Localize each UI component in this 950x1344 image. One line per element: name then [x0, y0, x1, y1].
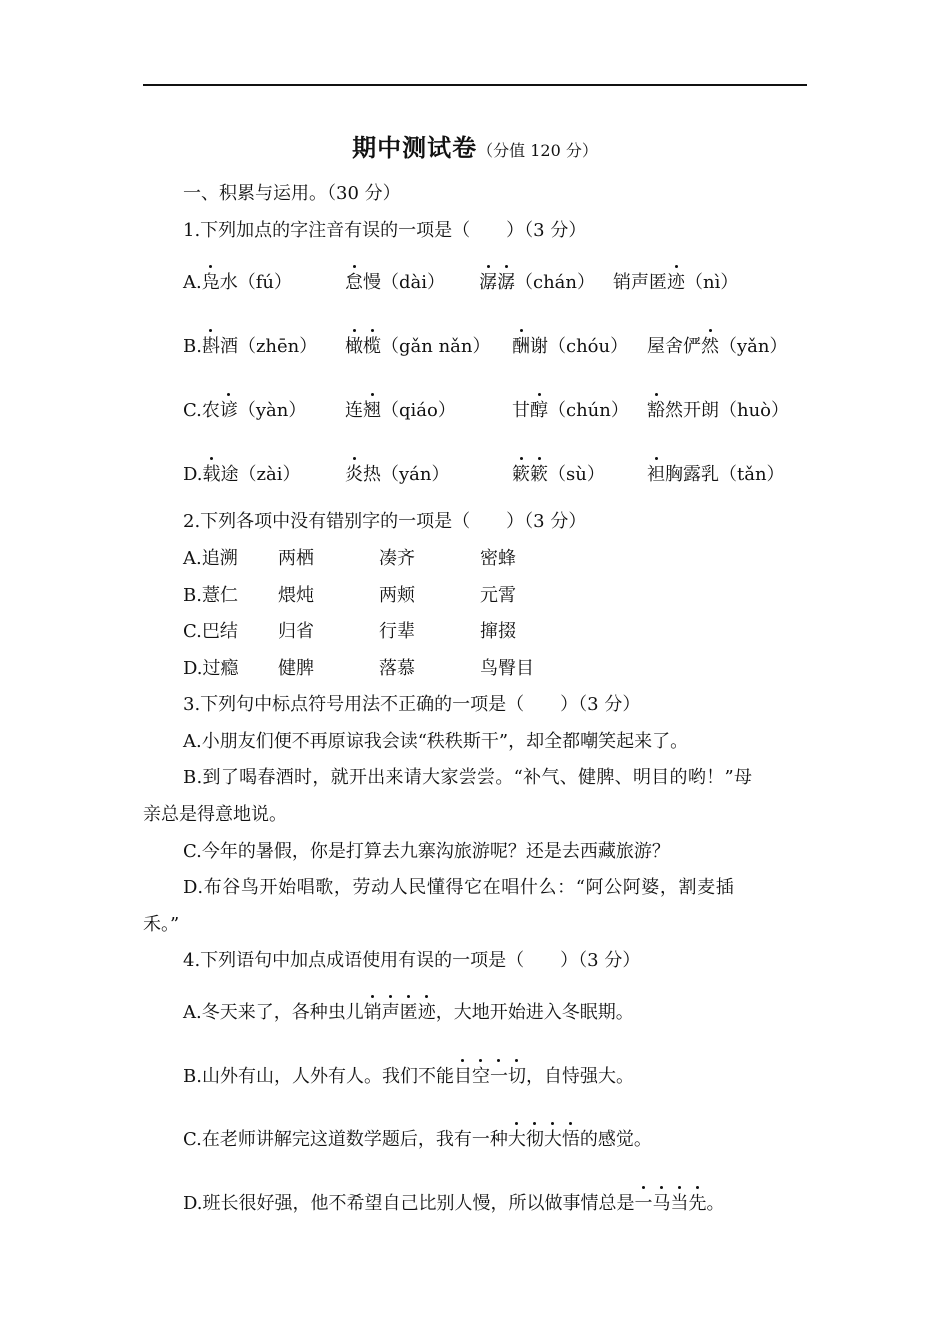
q1-option-d4: 袒胸露乳（tǎn）: [647, 464, 785, 485]
q1-option-a4: 销声匿迹（nì）: [613, 272, 739, 293]
q2-row-d-4: 鸟臀目: [480, 658, 534, 679]
page-title: [0, 128, 950, 163]
q1-option-c3: 甘醇（chún）: [512, 400, 629, 421]
section-heading: 一、积累与运用。（30 分）: [183, 183, 401, 204]
q2-row-d-2: 健脾: [278, 658, 314, 679]
q2-row-c-3: 行辈: [379, 621, 415, 642]
q2-row-b-1: B.薏仁: [183, 585, 238, 606]
q1-option-d3: 簌簌（sù）: [512, 464, 605, 485]
q1-option-b3: 酬谢（chóu）: [512, 336, 629, 357]
header-rule: [143, 84, 807, 86]
q1-option-c1: C.农谚（yàn）: [183, 400, 307, 421]
q2-stem: 2.下列各项中没有错别字的一项是（ ）（3 分）: [183, 511, 587, 532]
q4-option-a: A.冬天来了，各种虫儿销声匿迹，大地开始进入冬眠期。: [183, 1002, 634, 1023]
q1-option-b2: 橄榄（gǎn nǎn）: [345, 336, 491, 357]
q1-option-a1: A.凫水（fú）: [183, 272, 292, 293]
q2-row-c-2: 归省: [278, 621, 314, 642]
q1-option-a2: 怠慢（dài）: [345, 272, 446, 293]
q3-option-c: C.今年的暑假，你是打算去九寨沟旅游呢？还是去西藏旅游？: [183, 841, 670, 862]
q2-row-b-3: 两颊: [379, 585, 415, 606]
q3-option-d-line1: D.布谷鸟开始唱歌，劳动人民懂得它在唱什么：“阿公阿婆，割麦插: [183, 877, 735, 898]
q1-stem: 1.下列加点的字注音有误的一项是（ ）（3 分）: [183, 220, 587, 241]
q3-option-d-line2: 禾。”: [143, 914, 180, 935]
q4-option-d: D.班长很好强，他不希望自己比别人慢，所以做事情总是一马当先。: [183, 1193, 725, 1214]
q1-option-c2: 连翘（qiáo）: [345, 400, 456, 421]
q4-option-c: C.在老师讲解完这道数学题后，我有一种大彻大悟的感觉。: [183, 1129, 652, 1150]
q2-row-a-3: 凑齐: [379, 548, 415, 569]
q3-option-b-line1: B.到了喝春酒时，就开出来请大家尝尝。“补气、健脾、明目的哟！”母: [183, 767, 753, 788]
q1-option-a3: 潺潺（chán）: [479, 272, 595, 293]
q3-option-a: A.小朋友们便不再原谅我会读“秩秩斯干”，却全都嘲笑起来了。: [183, 731, 689, 752]
q1-option-b4: 屋舍俨然（yǎn）: [647, 336, 788, 357]
q1-option-d1: D.载途（zài）: [183, 464, 301, 485]
q2-row-b-2: 煨炖: [278, 585, 314, 606]
q2-row-a-1: A.追溯: [183, 548, 238, 569]
q2-row-d-1: D.过瘾: [183, 658, 239, 679]
title-score: （分值 120 分）: [477, 141, 598, 160]
title-main: 期中测试卷: [352, 133, 478, 162]
q3-stem: 3.下列句中标点符号用法不正确的一项是（ ）（3 分）: [183, 694, 641, 715]
q2-row-b-4: 元霄: [480, 585, 516, 606]
q2-row-d-3: 落慕: [379, 658, 415, 679]
q2-row-c-4: 撺掇: [480, 621, 516, 642]
q4-option-b: B.山外有山，人外有人。我们不能目空一切，自恃强大。: [183, 1066, 634, 1087]
q2-row-a-2: 两栖: [278, 548, 314, 569]
q1-option-b1: B.斟酒（zhēn）: [183, 336, 318, 357]
q1-option-d2: 炎热（yán）: [345, 464, 450, 485]
q2-row-a-4: 密蜂: [480, 548, 516, 569]
q3-option-b-line2: 亲总是得意地说。: [143, 804, 287, 825]
q1-option-c4: 豁然开朗（huò）: [647, 400, 790, 421]
q2-row-c-1: C.巴结: [183, 621, 238, 642]
q4-stem: 4.下列语句中加点成语使用有误的一项是（ ）（3 分）: [183, 950, 641, 971]
